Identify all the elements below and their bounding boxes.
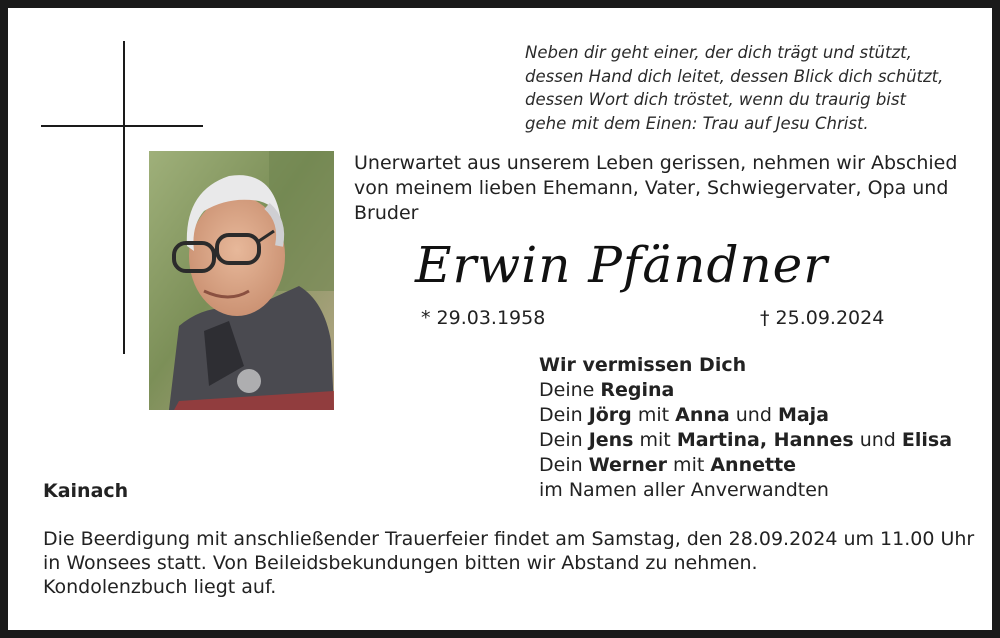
family-member-name: Annette: [710, 454, 797, 476]
family-text: und: [853, 429, 902, 451]
place-name: Kainach: [43, 480, 129, 502]
family-row: [539, 478, 952, 503]
family-row: [539, 428, 952, 453]
poem-line: dessen Hand dich leitet, dessen Blick dich schützt,: [525, 66, 944, 86]
poem-line: dessen Wort dich tröstet, wenn du traurig bist: [525, 90, 906, 109]
family-member-name: Jörg: [588, 404, 632, 426]
family-row: [539, 403, 952, 428]
family-member-name: Jens: [588, 429, 634, 451]
family-member-name: Martina, Hannes: [676, 429, 854, 451]
cross-vertical-bar: [123, 41, 125, 354]
intro-line: Bruder: [354, 202, 419, 224]
poem-line: Neben dir geht einer, der dich trägt und stützt,: [525, 43, 912, 62]
family-row: [539, 453, 952, 478]
family-text: im Namen aller Anverwandten: [539, 479, 829, 501]
family-text: Dein: [539, 404, 589, 426]
family-member-name: Maja: [777, 404, 829, 426]
family-text: Dein: [539, 429, 589, 451]
poem-line: gehe mit dem Einen: Trau auf Jesu Christ.: [525, 113, 869, 133]
family-member-name: Werner: [588, 454, 668, 476]
funeral-line: Die Beerdigung mit anschließender Trauerfeier findet am Samstag, den 28.09.2024 um 11.00 Uhr: [43, 528, 975, 550]
birth-date: * 29.03.1958: [421, 307, 546, 329]
family-signatures: [539, 353, 952, 503]
intro-text: [354, 151, 974, 226]
cross-horizontal-bar: [41, 125, 203, 127]
funeral-notice: [43, 527, 974, 599]
funeral-line: Kondolenzbuch liegt auf.: [43, 576, 277, 598]
portrait-photo: [149, 151, 334, 410]
family-member-name: Regina: [600, 379, 675, 401]
death-date: † 25.09.2024: [760, 307, 885, 329]
family-text: und: [729, 404, 778, 426]
family-text: mit: [631, 404, 676, 426]
intro-line: von meinem lieben Ehemann, Vater, Schwiegervater, Opa und: [354, 177, 949, 199]
funeral-line: in Wonsees statt. Von Beileidsbekundungen bitten wir Abstand zu nehmen.: [43, 552, 758, 574]
deceased-name: Erwin Pfändner: [415, 236, 829, 294]
family-member-name: Elisa: [901, 429, 953, 451]
poem: [525, 41, 943, 135]
family-heading: Wir vermissen Dich: [539, 354, 747, 376]
family-row: [539, 378, 952, 403]
obituary-card: [8, 8, 992, 630]
family-member-name: Anna: [675, 404, 730, 426]
family-text: mit: [633, 429, 677, 451]
family-text: Dein: [539, 454, 589, 476]
family-text: mit: [667, 454, 711, 476]
intro-line: Unerwartet aus unserem Leben gerissen, nehmen wir Abschied: [354, 152, 958, 174]
family-text: Deine: [539, 379, 601, 401]
